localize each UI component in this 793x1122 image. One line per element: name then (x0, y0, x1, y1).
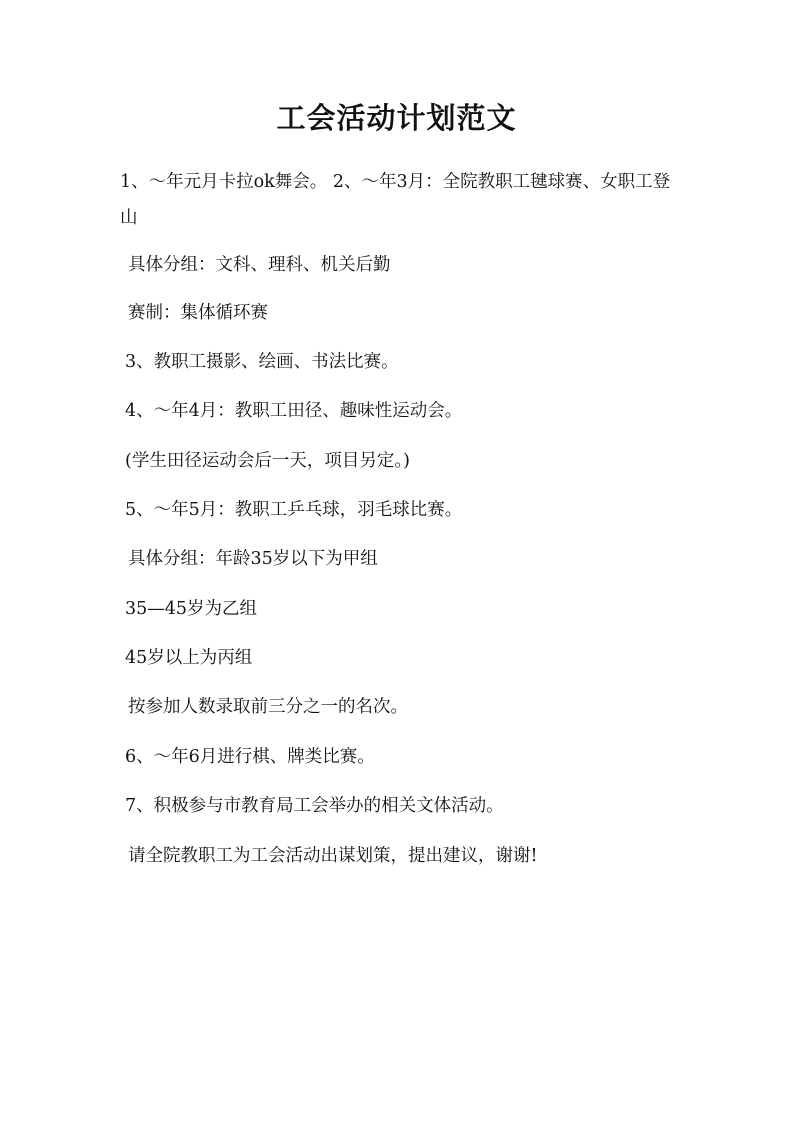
paragraph-10: 45岁以上为丙组 (125, 648, 253, 668)
paragraph-13: 7、积极参与市教育局工会举办的相关文体活动。 (125, 796, 504, 816)
paragraph-5: 4、～年4月：教职工田径、趣味性运动会。 (125, 401, 463, 421)
paragraph-12: 6、～年6月进行棋、牌类比赛。 (125, 747, 375, 767)
paragraph-3: 赛制：集体循环赛 (128, 303, 268, 323)
paragraph-2: 具体分组：文科、理科、机关后勤 (128, 255, 391, 275)
paragraph-4: 3、教职工摄影、绘画、书法比赛。 (125, 352, 399, 372)
document-title: 工会活动计划范文 (276, 101, 517, 135)
paragraph-11: 按参加人数录取前三分之一的名次。 (128, 697, 408, 717)
paragraph-8: 具体分组：年龄35岁以下为甲组 (128, 549, 378, 569)
paragraph-7: 5、～年5月：教职工乒乓球，羽毛球比赛。 (125, 500, 463, 520)
paragraph-9: 35—45岁为乙组 (125, 599, 258, 619)
paragraph-1: 1、～年元月卡拉ok舞会。 2、～年3月：全院教职工毽球赛、女职工登山 (120, 172, 671, 228)
paragraph-6: (学生田径运动会后一天，项目另定。) (125, 451, 410, 471)
paragraph-14: 请全院教职工为工会活动出谋划策，提出建议，谢谢! (128, 846, 538, 866)
